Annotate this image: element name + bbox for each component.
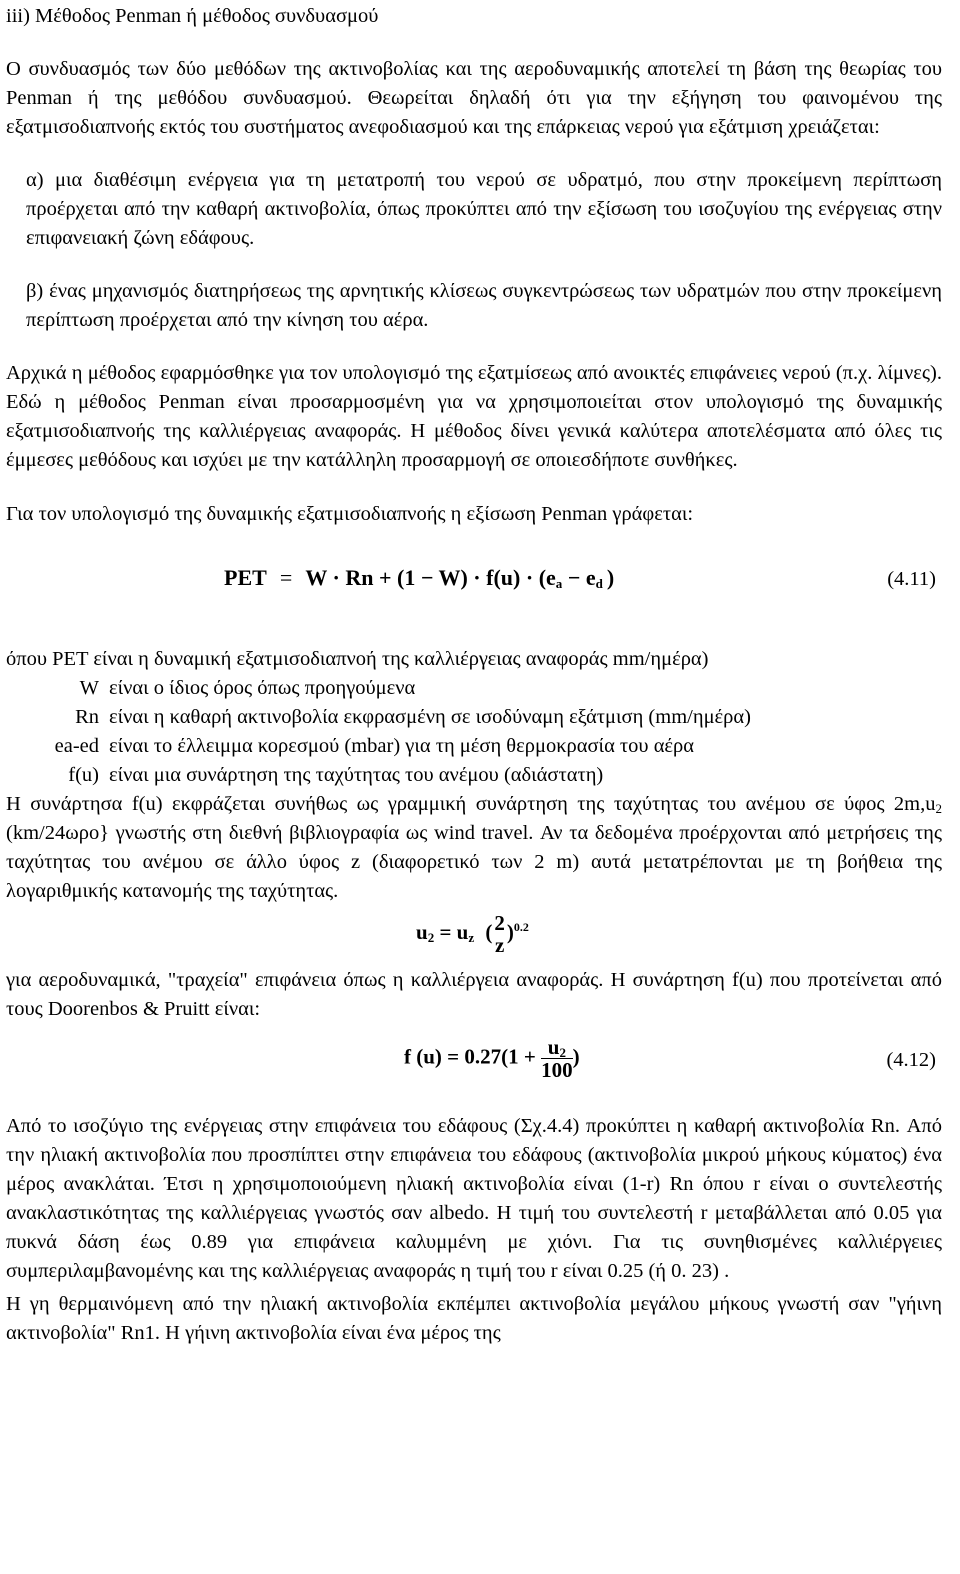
eq3-numerator xyxy=(541,1036,573,1059)
subscript-a: a xyxy=(555,576,563,591)
eq3-close: ) xyxy=(572,1044,580,1069)
eq3-num-sub: 2 xyxy=(559,1045,566,1060)
equation-log-profile-row xyxy=(6,906,942,966)
equation-number-4-11: (4.11) xyxy=(887,568,936,590)
equation-equals: = xyxy=(279,565,293,590)
paragraph-wind-function xyxy=(6,790,942,906)
equation-penman xyxy=(224,563,614,592)
definition-symbol: Rn xyxy=(75,706,99,728)
eq3-fraction xyxy=(541,1036,573,1081)
definition-text: είναι μια συνάρτηση της ταχύτητας του ανέμου (αδιάστατη) xyxy=(109,764,604,786)
definition-text: είναι ο ίδιος όρος όπως προηγούμενα xyxy=(109,677,416,699)
definitions-intro: όπου PET είναι η δυναμική εξατμισοδιαπνοή της καλλιέργειας αναφοράς mm/ημέρα) xyxy=(6,648,709,670)
equation-minus-e: − e xyxy=(562,565,596,590)
eq3-denominator: 100 xyxy=(541,1058,573,1082)
eq2-u: u xyxy=(416,919,428,944)
paragraph-equation-intro: Για τον υπολογισμό της δυναμικής εξατμισοδιαπνοής η εξίσωση Penman γράφεται: xyxy=(6,503,694,525)
equation-wind-function xyxy=(404,1036,580,1081)
equation-close: ) xyxy=(606,565,615,590)
definition-symbol: ea-ed xyxy=(54,735,99,757)
equation-wind-function-row xyxy=(6,1024,942,1104)
definition-row xyxy=(6,732,942,761)
definition-row xyxy=(6,674,942,703)
equation-penman-row xyxy=(6,547,942,609)
eq2-sub-z: z xyxy=(468,929,475,945)
definition-row xyxy=(6,761,942,790)
equation-lhs: PET xyxy=(224,565,267,590)
paragraph-intro: Ο συνδυασμός των δύο μεθόδων της ακτινοβολίας και της αεροδυναμικής αποτελεί τη βάση της θεωρίας του Penman ή της μεθόδου συνδυασμού. Θεωρείται δηλαδή ότι για την εξήγηση του φαινομένου της εξατμισοδιαπνοής εκτός του συστήματος ανεφοδιασμού και της επάρκειας νερού για εξάτμιση χρειάζεται: xyxy=(6,58,942,138)
definition-row xyxy=(6,703,942,732)
paragraph-wind-text-a: Η συνάρτησα f(u) εκφράζεται συνήθως ως γραμμική συνάρτηση της ταχύτητας του ανέμου σε ύφος 2m,u xyxy=(6,793,936,815)
paragraph-terrestrial-radiation: Η γη θερμαινόμενη από την ηλιακή ακτινοβολία εκπέμπει ακτινοβολία μεγάλου μήκους γνωστή σαν "γήινη ακτινοβολία" Rn1. Η γήινη ακτινοβολία είναι ένα μέρος της xyxy=(6,1293,942,1344)
definition-text: είναι η καθαρή ακτινοβολία εκφρασμένη σε ισοδύναμη εξάτμιση (mm/ημέρα) xyxy=(109,706,751,728)
equation-log-profile: $u_2 = u_z$ ( 2 z )$^{0.2}$ xyxy=(416,911,529,957)
eq2-denominator: z xyxy=(494,933,505,957)
equation-terms: W · Rn + (1 − W) · f(u) · (e xyxy=(305,565,556,590)
eq2-exponent: 0.2 xyxy=(513,919,529,934)
definition-symbol: f(u) xyxy=(68,764,99,786)
list-item-a: α) μια διαθέσιμη ενέργεια για τη μετατροπή του νερού σε υδρατμό, που στην προκείμενη περίπτωση προέρχεται από την καθαρή ακτινοβολία, όπως προκύπτει από την εξίσωση του ισοζυγίου της ενέργειας στην επιφανειακή ζώνη εδάφους. xyxy=(26,169,942,249)
equation-number-4-12: (4.12) xyxy=(886,1049,936,1071)
eq3-lhs: f (u) = 0.27(1 + xyxy=(404,1044,542,1069)
document-page xyxy=(0,2,954,1348)
paragraph-net-radiation: Από το ισοζύγιο της ενέργειας στην επιφάνεια του εδάφους (Σχ.4.4) προκύπτει η καθαρή ακτινοβολία Rn. Από την ηλιακή ακτινοβολία που προσπίπτει στην επιφάνεια του εδάφους (ακτινοβολία μικρού μήκους κύματος) ένα μέρος ανακλάται. Έτσι η χρησιμοποιούμενη ηλιακή ακτινοβολία είναι (1-r) Rn όπου r είναι ο συντελεστής ανακλαστικότητας της καλλιέργειας γνωστός σαν albedo. Η τιμή του συντελεστή r μεταβάλλεται από 0.05 για πυκνά δάση έως 0.89 για επιφάνεια καλυμμένη με χιόνι. Για τις συνηθισμένες καλλιέργειες συμπεριλαμβανομένης και της καλλιέργειας αναφοράς η τιμή του r είναι 0.25 (ή 0. 23) . xyxy=(6,1115,942,1282)
eq2-fraction xyxy=(492,912,507,956)
paragraph-method-history: Αρχικά η μέθοδος εφαρμόσθηκε για τον υπολογισμό της εξατμίσεως από ανοικτές επιφάνειες νερού (π.χ. λίμνες). Εδώ η μέθοδος Penman είναι προσαρμοσμένη για να χρησιμοποιείται στον υπολογισμό της δυναμικής εξατμισοδιαπνοής της καλλιέργειας αναφοράς. Η μέθοδος δίνει γενικά καλύτερα αποτελέσματα από όλες τις έμμεσες μεθόδους και ισχύει με την κατάλληλη προσαρμογή σε οποιεσδήποτε συνθήκες. xyxy=(6,362,942,471)
subscript-2: 2 xyxy=(935,801,942,816)
paragraph-doorenbos: για αεροδυναμικά, "τραχεία" επιφάνεια όπως η καλλιέργεια αναφοράς. Η συνάρτηση f(u) που προτείνεται από τους Doorenbos & Pruitt είναι: xyxy=(6,969,942,1020)
eq2-sub-2: 2 xyxy=(427,929,435,945)
eq2-equals-u: = u xyxy=(434,919,469,944)
section-heading: iii) Μέθοδος Penman ή μέθοδος συνδυασμού xyxy=(6,5,379,27)
eq3-num-u: u xyxy=(547,1035,560,1059)
subscript-d: d xyxy=(595,576,603,591)
paragraph-wind-text-b: (km/24ωρο} γνωστής στη διεθνή βιβλιογραφία ως wind travel. Αν τα δεδομένα προέρχονται από μετρήσεις της ταχύτητας του ανέμου σε άλλο ύφος z (διαφορετικό των 2 m) αυτά μετατρέπονται με τη βοήθεια της λογαριθμικής κατανομής της ταχύτητας. xyxy=(6,822,942,902)
list-item-b: β) ένας μηχανισμός διατηρήσεως της αρνητικής κλίσεως συγκεντρώσεως των υδρατμών που στην προκείμενη περίπτωση προέρχεται από την κίνηση του αέρα. xyxy=(26,280,942,331)
definitions-list xyxy=(6,674,942,790)
definition-text: είναι το έλλειμμα κορεσμού (mbar) για τη μέση θερμοκρασία του αέρα xyxy=(109,735,695,757)
eq2-numerator: 2 xyxy=(494,911,505,935)
definition-symbol: W xyxy=(79,677,99,699)
